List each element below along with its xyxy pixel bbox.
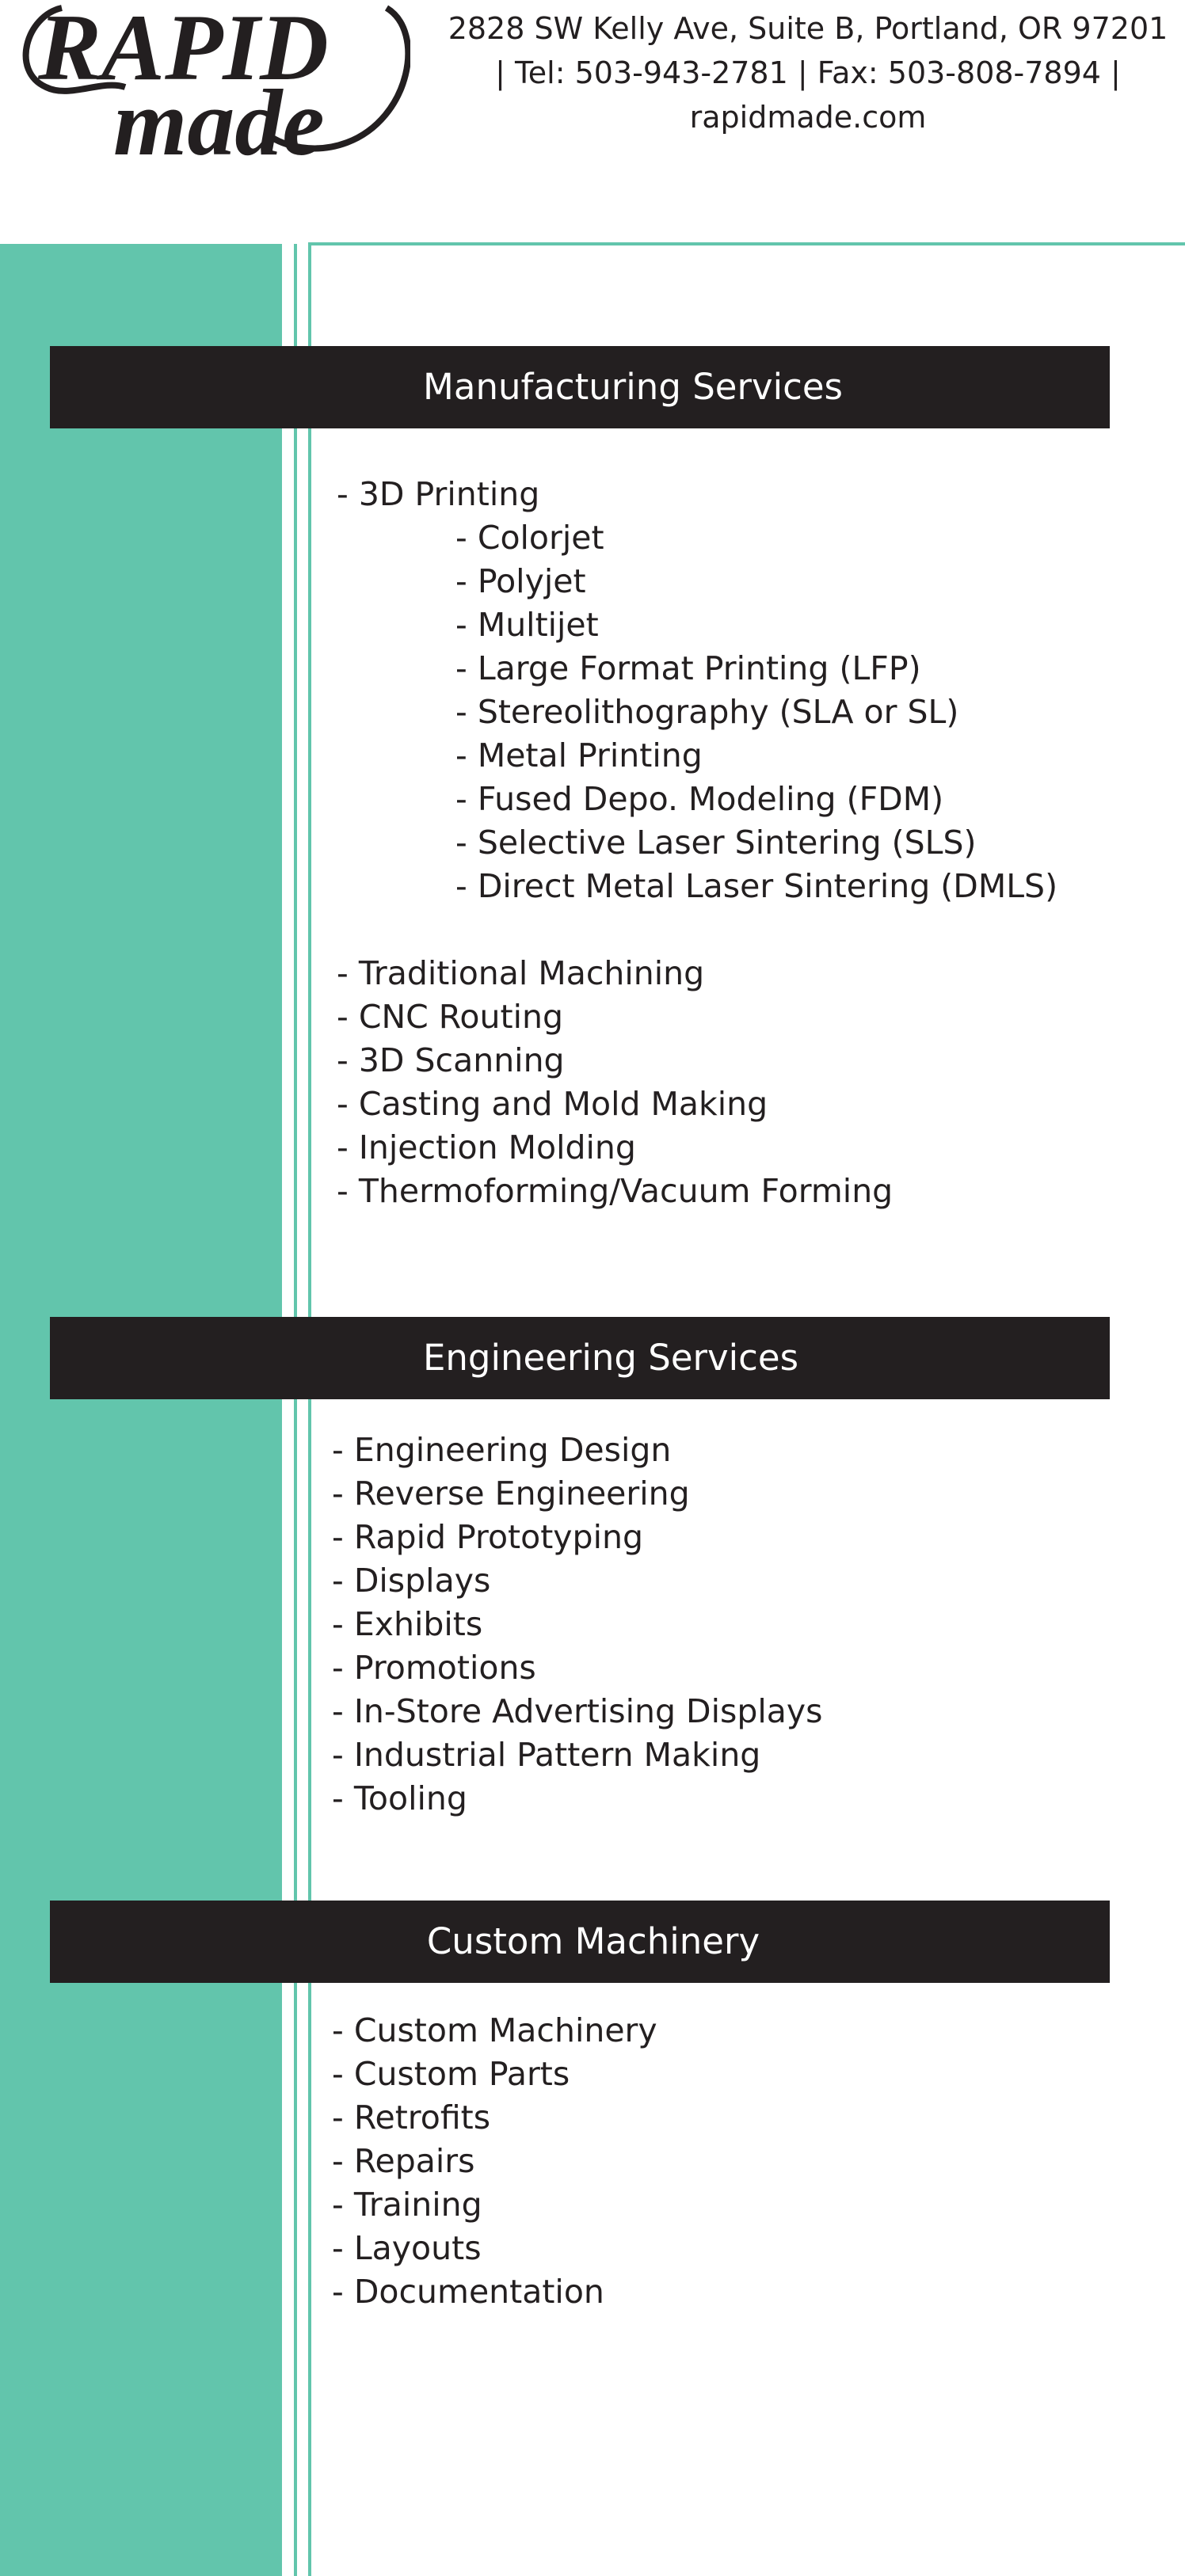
logo-text-rapid: RAPID: [38, 0, 329, 100]
section-header-engineering: [50, 1317, 1110, 1399]
teal-side-panel: [0, 244, 282, 2576]
list-item: - Retrofits: [332, 2098, 491, 2137]
custom-machinery-list: [332, 2009, 657, 2314]
horizontal-divider-line: [308, 242, 1185, 245]
list-subitem: - Colorjet: [455, 519, 604, 557]
list-subitem: - Large Format Printing (LFP): [455, 649, 921, 687]
contact-info: [432, 6, 1184, 139]
list-item: - Engineering Design: [332, 1431, 672, 1469]
list-subitem: - Selective Laser Sintering (SLS): [455, 824, 977, 862]
section-header-custom-machinery: [50, 1901, 1110, 1983]
list-item: - Injection Molding: [337, 1128, 636, 1166]
list-item: - Rapid Prototyping: [332, 1518, 643, 1556]
phone-fax-line: | Tel: 503-943-2781 | Fax: 503-808-7894 |: [495, 55, 1121, 90]
list-item: - Exhibits: [332, 1605, 483, 1643]
list-subitem: - Multijet: [455, 606, 599, 644]
list-item: - Custom Machinery: [332, 2011, 657, 2049]
list-subitem: - Stereolithography (SLA or SL): [455, 693, 959, 731]
list-subitem: - Polyjet: [455, 562, 586, 600]
list-item: - Training: [332, 2186, 482, 2224]
section-header-manufacturing: [50, 346, 1110, 428]
list-subitem: - Fused Depo. Modeling (FDM): [455, 780, 944, 818]
list-item: - Industrial Pattern Making: [332, 1736, 761, 1774]
list-item: - Casting and Mold Making: [337, 1085, 768, 1123]
list-item: - 3D Scanning: [337, 1041, 565, 1079]
vertical-divider-line: [294, 244, 297, 2576]
list-item: - Traditional Machining: [337, 954, 705, 992]
list-item: - CNC Routing: [337, 998, 563, 1036]
list-subitem: - Metal Printing: [455, 736, 703, 774]
manufacturing-services-list: [337, 473, 1057, 1213]
list-item: - Custom Parts: [332, 2055, 570, 2093]
list-item: - 3D Printing: [337, 475, 540, 513]
section-title: Engineering Services: [422, 1337, 799, 1379]
vertical-divider-line: [308, 244, 311, 2576]
section-title: Custom Machinery: [426, 1920, 760, 1962]
section-title: Manufacturing Services: [423, 366, 843, 408]
list-item: - Repairs: [332, 2142, 475, 2180]
list-item: - Reverse Engineering: [332, 1474, 690, 1512]
list-item: - Displays: [332, 1562, 491, 1600]
list-item: - Thermoforming/Vacuum Forming: [337, 1172, 894, 1210]
list-item: - Layouts: [332, 2229, 482, 2267]
address-line: 2828 SW Kelly Ave, Suite B, Portland, OR 97201: [448, 11, 1168, 46]
engineering-services-list: [332, 1429, 823, 1821]
rapidmade-logo: [14, 0, 410, 166]
logo-text-made: made: [113, 70, 325, 166]
list-item: - Promotions: [332, 1649, 536, 1687]
website-link[interactable]: rapidmade.com: [689, 100, 927, 135]
list-item: - Tooling: [332, 1779, 467, 1817]
list-item: - Documentation: [332, 2273, 604, 2311]
list-subitem: - Direct Metal Laser Sintering (DMLS): [455, 867, 1058, 905]
list-item: - In-Store Advertising Displays: [332, 1692, 823, 1730]
